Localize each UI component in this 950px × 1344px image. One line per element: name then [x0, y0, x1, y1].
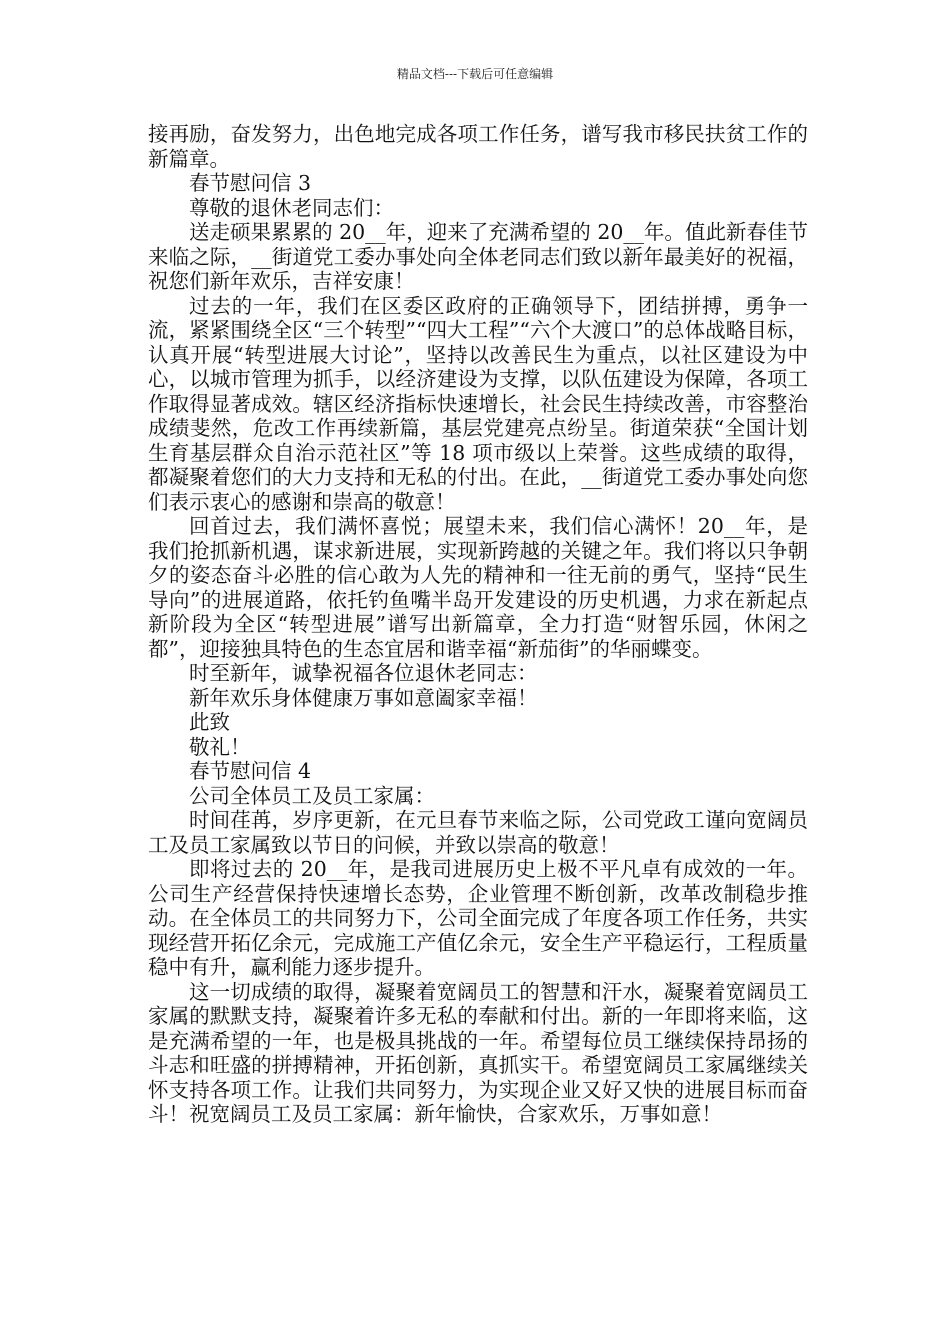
blessing-line: 新年欢乐身体健康万事如意阖家幸福！	[189, 685, 538, 710]
letter-salutation: 公司全体员工及员工家属：	[189, 783, 435, 808]
paragraph: 回首过去，我们满怀喜悦；展望未来，我们信心满怀！20__年，是我们抢抓新机遇，谋求新进展，实现新跨越的关键之年。我们将以只争朝夕的姿态奋斗必胜的信心敢为人先的精神和一往无前的勇气，坚持“民生导向”的进展道路，依托钓鱼嘴半岛开发建设的历史机遇，力求在新起点新阶段为全区“转型进展”谱写出新篇章，全力打造“财智乐园，休闲之都”，迎接独具特色的生态宜居和谐幸福“新茄街”的华丽蝶变。	[148, 514, 808, 661]
paragraph: 这一切成绩的取得，凝聚着宽阔员工的智慧和汗水，凝聚着宽阔员工家属的默默支持，凝聚着许多无私的奉献和付出。新的一年即将来临，这是充满希望的一年，也是极具挑战的一年。希望每位员工继续保持昂扬的斗志和旺盛的拼搏精神，开拓创新，真抓实干。希望宽阔员工家属继续关怀支持各项工作。让我们共同努力，为实现企业又好又快的进展目标而奋斗！祝宽阔员工及员工家属：新年愉快，合家欢乐，万事如意！	[148, 979, 808, 1126]
paragraph: 过去的一年，我们在区委区政府的正确领导下，团结拼搏，勇争一流，紧紧围绕全区“三个转型”“四大工程”“六个大渡口”的总体战略目标，认真开展“转型进展大讨论”，坚持以改善民生为重点，以社区建设为中心，以城市管理为抓手，以经济建设为支撑，以队伍建设为保障，各项工作取得显著成效。辖区经济指标快速增长，社会民生持续改善，市容整治成绩斐然，危改工作再续新篇，基层党建亮点纷呈。街道荣获“全国计划生育基层群众自治示范社区”等 18 项市级以上荣誉。这些成绩的取得，都凝聚着您们的大力支持和无私的付出。在此，__街道党工委办事处向您们表示衷心的感谢和崇高的敬意！	[148, 293, 808, 514]
document-body	[148, 122, 808, 1127]
closing-line: 此致	[189, 710, 230, 734]
paragraph: 即将过去的 20__年，是我司进展历史上极不平凡卓有成效的一年。公司生产经营保持快速增长态势，企业管理不断创新，改革改制稳步推动。在全体员工的共同努力下，公司全面完成了年度各项工作任务，共实现经营开拓亿余元，完成施工产值亿余元，安全生产平稳运行，工程质量稳中有升，赢利能力逐步提升。	[148, 857, 808, 979]
letter-title: 春节慰问信 3	[189, 171, 312, 195]
page-header: 精品文档---下载后可任意编辑	[396, 67, 554, 81]
letter-salutation: 尊敬的退休老同志们：	[189, 195, 394, 220]
paragraph: 送走硕果累累的 20__年，迎来了充满希望的 20__年。值此新春佳节来临之际，__街道党工委办事处向全体老同志们致以新年最美好的祝福，祝您们新年欢乐，吉祥安康！	[148, 220, 808, 293]
letter-title: 春节慰问信 4	[189, 759, 312, 783]
closing-line: 敬礼！	[189, 734, 251, 759]
paragraph: 接再励，奋发努力，出色地完成各项工作任务，谱写我市移民扶贫工作的新篇章。	[148, 122, 808, 171]
paragraph: 时至新年，诚挚祝福各位退休老同志：	[189, 661, 538, 685]
paragraph: 时间荏苒，岁序更新，在元旦春节来临之际，公司党政工谨向宽阔员工及员工家属致以节日的问候，并致以崇高的敬意！	[148, 808, 808, 857]
